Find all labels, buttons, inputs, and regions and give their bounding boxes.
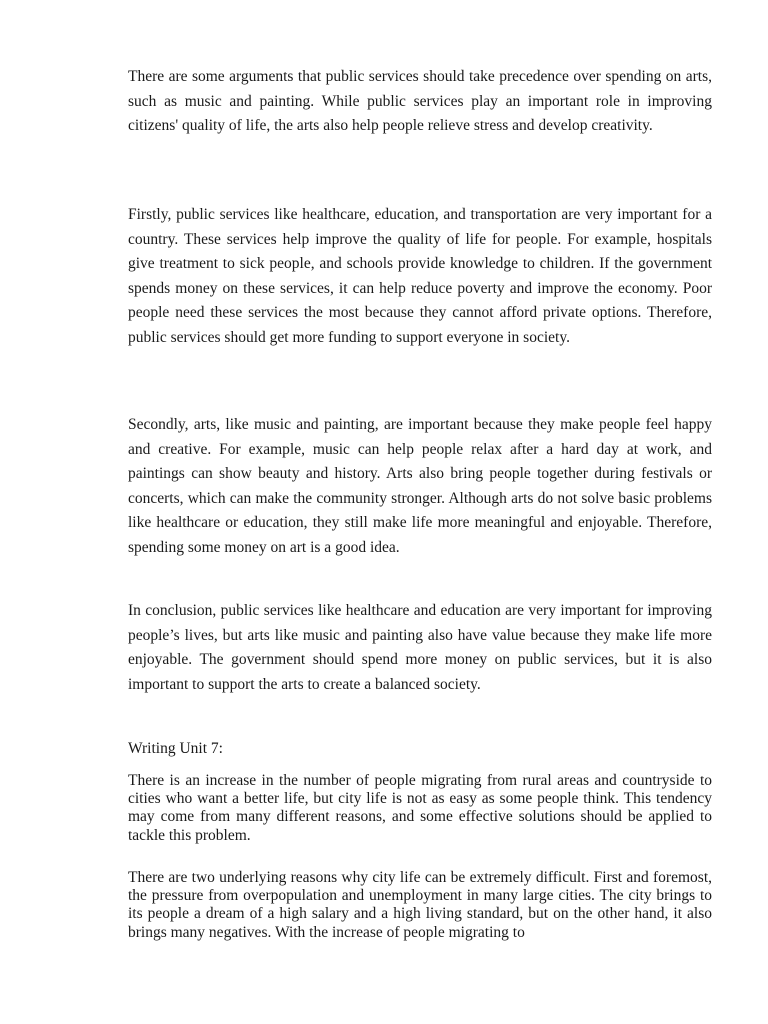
- essay-conclusion-paragraph: In conclusion, public services like healthcare and education are very important for improving people’s lives, but arts like music and painting also have value because they make life more enjoyable. The government should spend more money on public services, but it is also important to support the arts to create a balanced society.: [128, 602, 712, 693]
- essay-body-paragraph-1: Firstly, public services like healthcare, education, and transportation are very important for a country. These services help improve the quality of life for people. For example, hospitals give treatment to sick people, and schools provide knowledge to children. If the government spends money on these services, it can help reduce poverty and improve the economy. Poor people need these services the most because they cannot afford private options. Therefore, public services should get more funding to support everyone in society.: [128, 206, 712, 346]
- section-heading: Writing Unit 7:: [128, 740, 223, 757]
- unit7-paragraph-1: There is an increase in the number of people migrating from rural areas and countryside to cities who want a better life, but city life is not as easy as some people think. This tendency may come from many different reasons, and some effective solutions should be applied to tackle this problem.: [128, 772, 712, 844]
- unit7-paragraph-2: There are two underlying reasons why city life can be extremely difficult. First and foremost, the pressure from overpopulation and unemployment in many large cities. The city brings to its people a dream of a high salary and a high living standard, but on the other hand, it also brings many negatives. With the increase of people migrating to: [128, 869, 712, 941]
- essay-body-paragraph-2: Secondly, arts, like music and painting, are important because they make people feel happy and creative. For example, music can help people relax after a hard day at work, and paintings can show beauty and history. Arts also bring people together during festivals or concerts, which can make the community stronger. Although arts do not solve basic problems like healthcare or education, they still make life more meaningful and enjoyable. Therefore, spending some money on art is a good idea.: [128, 416, 712, 556]
- essay-intro-paragraph: There are some arguments that public services should take precedence over spending on arts, such as music and painting. While public services play an important role in improving citizens' quality of life, the arts also help people relieve stress and develop creativity.: [128, 68, 712, 135]
